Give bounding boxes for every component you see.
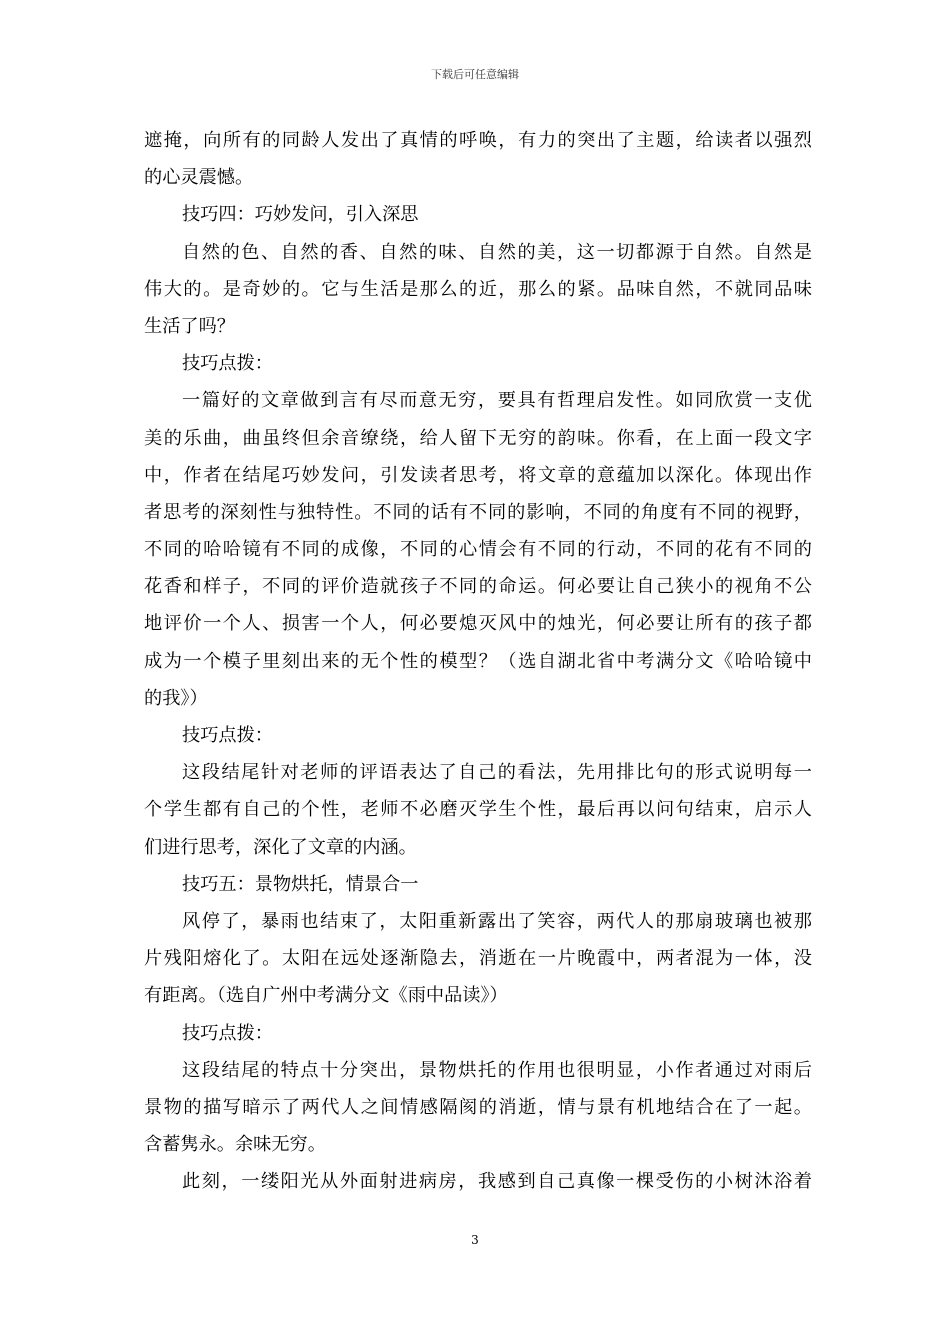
- paragraph-line: 片残阳熔化了。太阳在远处逐渐隐去，消逝在一片晚霞中，两者混为一体，没: [144, 948, 812, 970]
- paragraph-line: 成为一个模子里刻出来的无个性的模型？（选自湖北省中考满分文《哈哈镜中: [144, 650, 812, 672]
- paragraph-line: 自然的色、自然的香、自然的味、自然的美，这一切都源于自然。自然是: [182, 241, 812, 263]
- paragraph-line: 的我》）: [144, 687, 208, 709]
- body-text: [144, 122, 812, 1200]
- paragraph-line: 中，作者在结尾巧妙发问，引发读者思考，将文章的意蕴加以深化。体现出作: [144, 464, 812, 486]
- paragraph-line: 含蓄隽永。余味无穷。: [144, 1134, 326, 1156]
- paragraph-line: 景物的描写暗示了两代人之间情感隔阂的消逝，情与景有机地结合在了一起。: [144, 1096, 812, 1118]
- paragraph-line: 不同的哈哈镜有不同的成像，不同的心情会有不同的行动，不同的花有不同的: [144, 539, 812, 561]
- paragraph-line: 风停了，暴雨也结束了，太阳重新露出了笑容，两代人的那扇玻璃也被那: [182, 910, 812, 932]
- paragraph-line: 这段结尾的特点十分突出，景物烘托的作用也很明显，小作者通过对雨后: [182, 1059, 812, 1081]
- paragraph-line: 地评价一个人、损害一个人，何必要熄灭风中的烛光，何必要让所有的孩子都: [144, 613, 812, 635]
- page-header: 下载后可任意编辑: [431, 68, 519, 81]
- paragraph-line: 者思考的深刻性与独特性。不同的话有不同的影响，不同的角度有不同的视野，: [144, 501, 812, 523]
- page-number: 3: [471, 1233, 479, 1247]
- paragraph-line: 遮掩，向所有的同龄人发出了真情的呼唤，有力的突出了主题，给读者以强烈: [144, 130, 812, 151]
- section-heading: 技巧点拨：: [182, 725, 273, 746]
- section-heading: 技巧五：景物烘托，情景合一: [182, 873, 419, 895]
- paragraph-line: 美的乐曲，曲虽终但余音缭绕，给人留下无穷的韵味。你看，在上面一段文字: [144, 427, 812, 449]
- paragraph-line: 一篇好的文章做到言有尽而意无穷，要具有哲理启发性。如同欣赏一支优: [182, 390, 812, 412]
- paragraph-line: 的心灵震憾。: [144, 167, 254, 189]
- paragraph-line: 这段结尾针对老师的评语表达了自己的看法，先用排比句的形式说明每一: [182, 762, 812, 784]
- paragraph-line: 们进行思考，深化了文章的内涵。: [144, 836, 417, 858]
- paragraph-line: 伟大的。是奇妙的。它与生活是那么的近，那么的紧。品味自然，不就同品味: [144, 278, 812, 300]
- section-heading: 技巧点拨：: [182, 353, 273, 375]
- section-heading: 技巧点拨：: [182, 1022, 273, 1044]
- section-heading: 技巧四：巧妙发问，引入深思: [182, 204, 419, 226]
- paragraph-line: 花香和样子，不同的评价造就孩子不同的命运。何必要让自己狭小的视角不公: [144, 576, 812, 598]
- paragraph-line: 此刻，一缕阳光从外面射进病房，我感到自己真像一棵受伤的小树沐浴着: [182, 1171, 812, 1193]
- paragraph-line: 个学生都有自己的个性，老师不必磨灭学生个性，最后再以问句结束，启示人: [144, 799, 812, 821]
- paragraph-line: 生活了吗？: [144, 315, 235, 337]
- paragraph-line: 有距离。（选自广州中考满分文《雨中品读》）: [144, 985, 508, 1007]
